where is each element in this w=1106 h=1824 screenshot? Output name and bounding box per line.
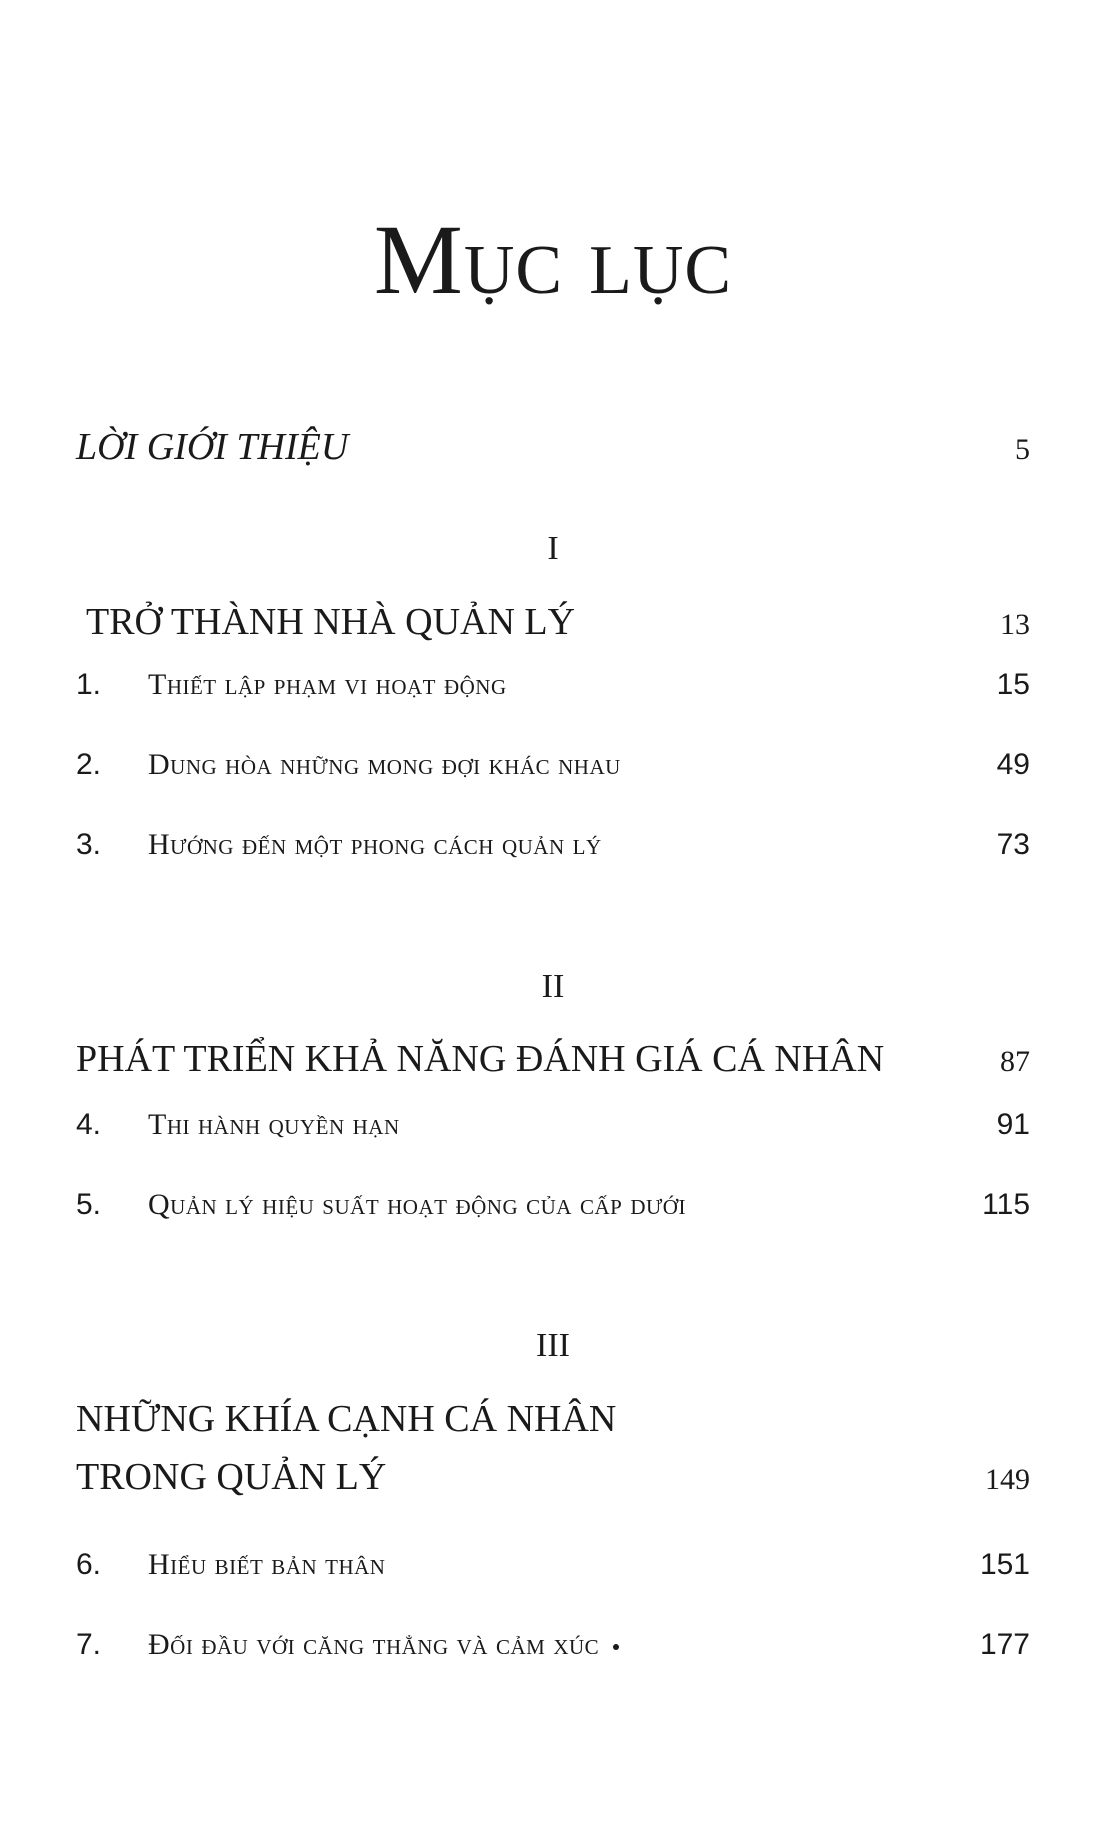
chapter-page: 73	[996, 828, 1030, 861]
chapter-number: 1.	[76, 668, 102, 701]
chapter-title: Dung hòa những mong đợi khác nhau	[148, 748, 621, 781]
chapter-page: 151	[979, 1548, 1030, 1581]
part-title-2: PHÁT TRIỂN KHẢ NĂNG ĐÁNH GIÁ CÁ NHÂN	[76, 1038, 885, 1080]
chapter-row-7[interactable]	[76, 1628, 1030, 1662]
chapter-title: Quản lý hiệu suất hoạt động của cấp dưới	[148, 1188, 686, 1221]
chapter-number: 2.	[76, 748, 102, 781]
chapter-row-1[interactable]	[76, 668, 1030, 702]
chapter-row-4[interactable]	[76, 1108, 1030, 1142]
chapter-number: 4.	[76, 1108, 102, 1141]
chapter-title: Thi hành quyền hạn	[148, 1108, 400, 1141]
part-numeral-2: II	[541, 968, 565, 1005]
part-page-1: 13	[1000, 608, 1030, 641]
chapter-title: Thiết lập phạm vi hoạt động	[148, 668, 507, 701]
chapter-page: 91	[996, 1108, 1030, 1141]
page-title: Mục lục	[373, 204, 733, 315]
chapter-number: 6.	[76, 1548, 102, 1581]
chapter-row-3[interactable]	[76, 828, 1030, 862]
chapter-page: 49	[996, 748, 1030, 781]
chapter-page: 177	[979, 1628, 1030, 1661]
part-numeral-3: III	[536, 1327, 570, 1364]
chapter-title: Hiểu biết bản thân	[148, 1548, 386, 1581]
part-numeral-1: I	[547, 530, 559, 567]
chapter-title: Hướng đến một phong cách quản lý	[148, 828, 602, 861]
chapter-number: 7.	[76, 1628, 102, 1661]
chapter-page: 115	[982, 1188, 1030, 1221]
chapter-number: 3.	[76, 828, 102, 861]
chapter-page: 15	[996, 668, 1030, 701]
toc-intro-label: LỜI GIỚI THIỆU	[76, 426, 349, 468]
part-page-3: 149	[985, 1463, 1030, 1496]
part-title-row-2[interactable]	[76, 1030, 1030, 1088]
part-title-line1-row-3[interactable]	[76, 1390, 1030, 1448]
chapter-number: 5.	[76, 1188, 102, 1221]
part-title-row-1[interactable]	[86, 593, 1030, 651]
toc-intro-row[interactable]	[76, 425, 1030, 469]
part-title-3-line1: NHỮNG KHÍA CẠNH CÁ NHÂN	[76, 1398, 617, 1440]
part-title-line2-row-3[interactable]	[76, 1448, 1030, 1506]
chapter-title: Đối đầu với căng thẳng và cảm xúc	[148, 1628, 600, 1661]
chapter-title-wrapper	[148, 1628, 970, 1662]
part-title-3-line2: TRONG QUẢN LÝ	[76, 1456, 387, 1498]
chapter-row-2[interactable]	[76, 748, 1030, 782]
chapter-row-5[interactable]	[76, 1188, 1030, 1222]
toc-intro-page: 5	[1015, 433, 1030, 466]
chapter-row-6[interactable]	[76, 1548, 1030, 1582]
part-page-2: 87	[1000, 1045, 1030, 1078]
bullet-dot-icon	[613, 1644, 619, 1650]
part-title-1: TRỞ THÀNH NHÀ QUẢN LÝ	[86, 601, 576, 643]
